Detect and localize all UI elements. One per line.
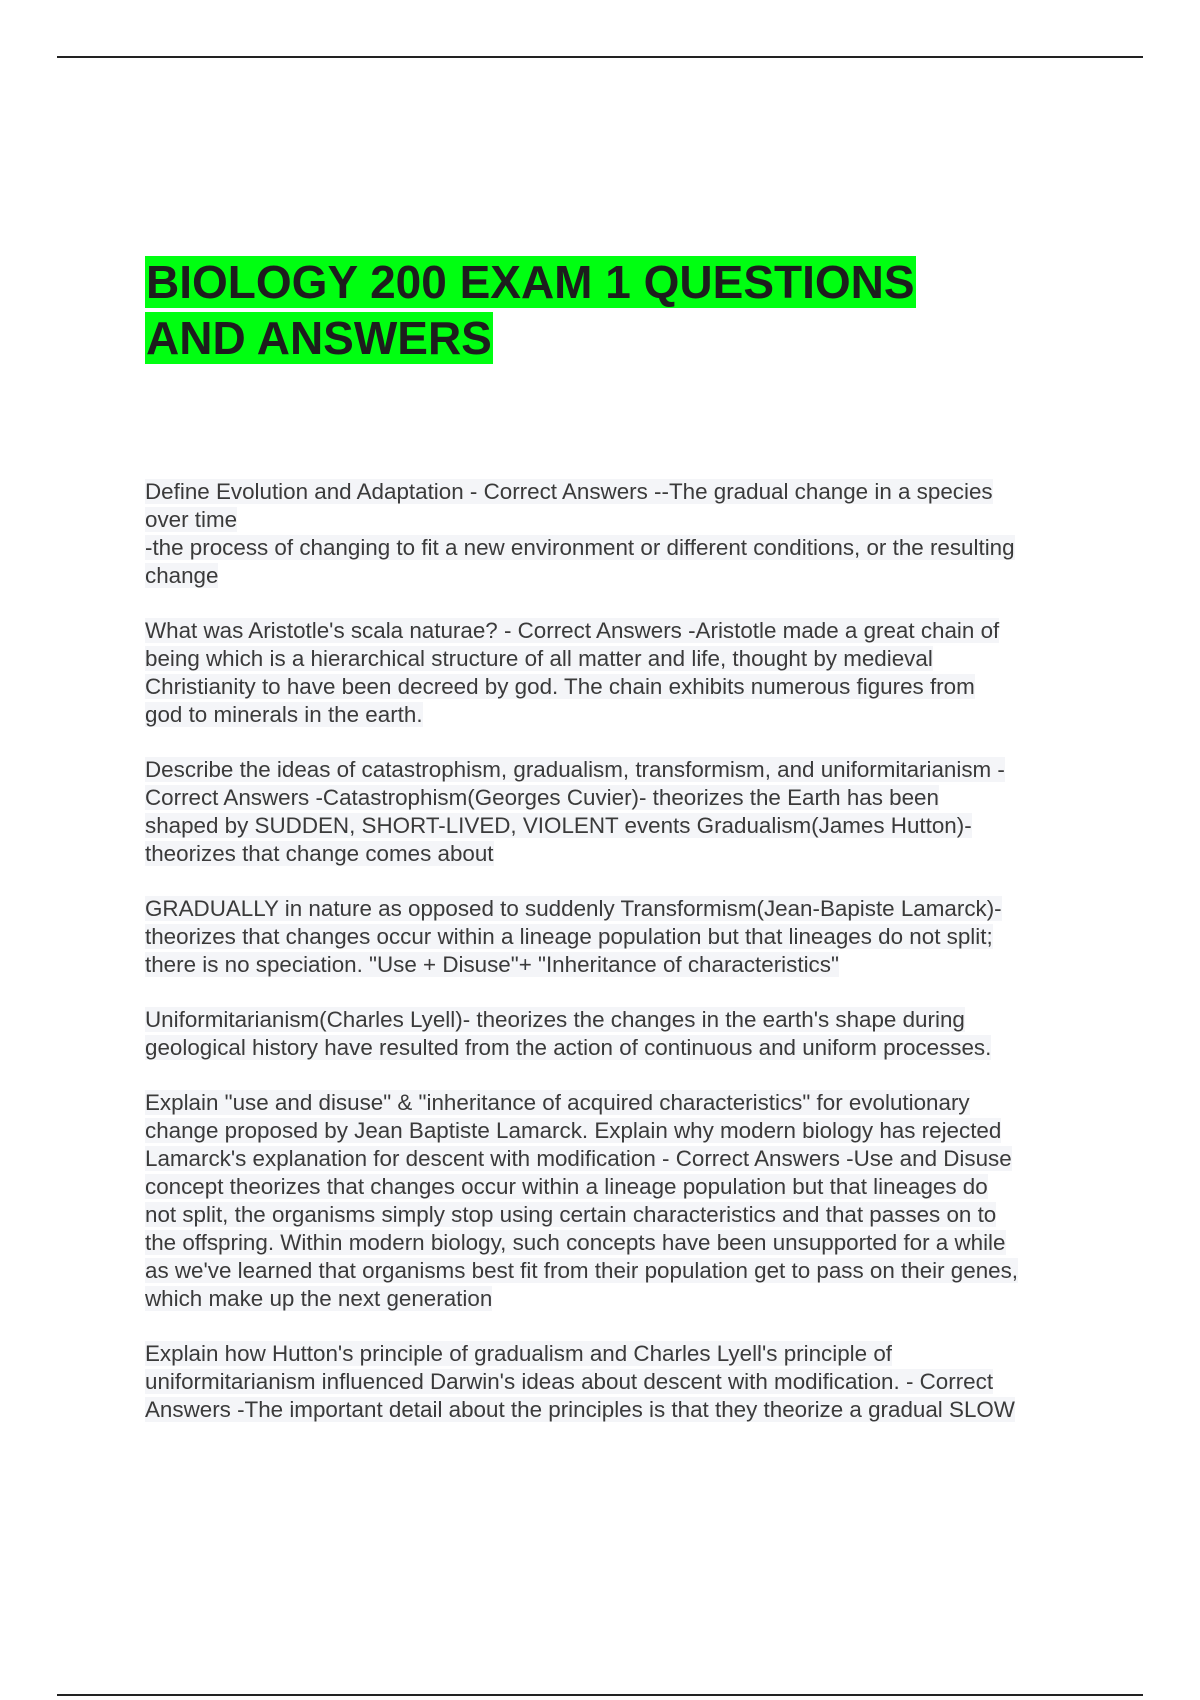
qa-paragraph-5: Uniformitarianism(Charles Lyell)- theorizes the changes in the earth's shape during geological history have resulted from the action of continuous and uniform processes.: [145, 1007, 992, 1060]
qa-paragraph-3: Describe the ideas of catastrophism, gradualism, transformism, and uniformitarianism - Correct Answers -Catastrophism(Georges Cuvier)- theorizes the Earth has been shaped by SUDDEN, SHORT-LIVED, VIOLENT events Gradualism(James Hutton)- theorizes that change comes about: [145, 757, 1005, 866]
qa-list: [145, 478, 1095, 1451]
qa-paragraph-1: Define Evolution and Adaptation - Correct Answers --The gradual change in a species over time -the process of changing to fit a new environment or different conditions, or the resulting change: [145, 479, 1015, 588]
page-title: [145, 254, 1045, 366]
qa-paragraph-7: Explain how Hutton's principle of gradualism and Charles Lyell's principle of uniformitarianism influenced Darwin's ideas about descent with modification. - Correct Answers -The important detail about the principles is that they theorize a gradual SLOW: [145, 1341, 1015, 1422]
qa-paragraph-4: GRADUALLY in nature as opposed to suddenly Transformism(Jean-Bapiste Lamarck)- theorizes that changes occur within a lineage population but that lineages do not split; there is no speciation. "Use + Disuse"+ "Inheritance of characteristics": [145, 896, 1002, 977]
top-rule: [57, 56, 1143, 58]
title-highlight: BIOLOGY 200 EXAM 1 QUESTIONS AND ANSWERS: [146, 256, 915, 364]
qa-paragraph-2: What was Aristotle's scala naturae? - Correct Answers -Aristotle made a great chain of being which is a hierarchical structure of all matter and life, thought by medieval Christianity to have been decreed by god. The chain exhibits numerous figures from god to minerals in the earth.: [145, 618, 1000, 727]
qa-paragraph-6: Explain "use and disuse" & "inheritance of acquired characteristics" for evolutionary change proposed by Jean Baptiste Lamarck. Explain why modern biology has rejected Lamarck's explanation for descent with modification - Correct Answers -Use and Disuse concept theorizes that changes occur within a lineage population but that lineages do not split, the organisms simply stop using certain characteristics and that passes on to the offspring. Within modern biology, such concepts have been unsupported for a while as we've learned that organisms best fit from their population get to pass on their genes, which make up the next generation: [145, 1090, 1019, 1311]
bottom-rule: [57, 1694, 1143, 1696]
